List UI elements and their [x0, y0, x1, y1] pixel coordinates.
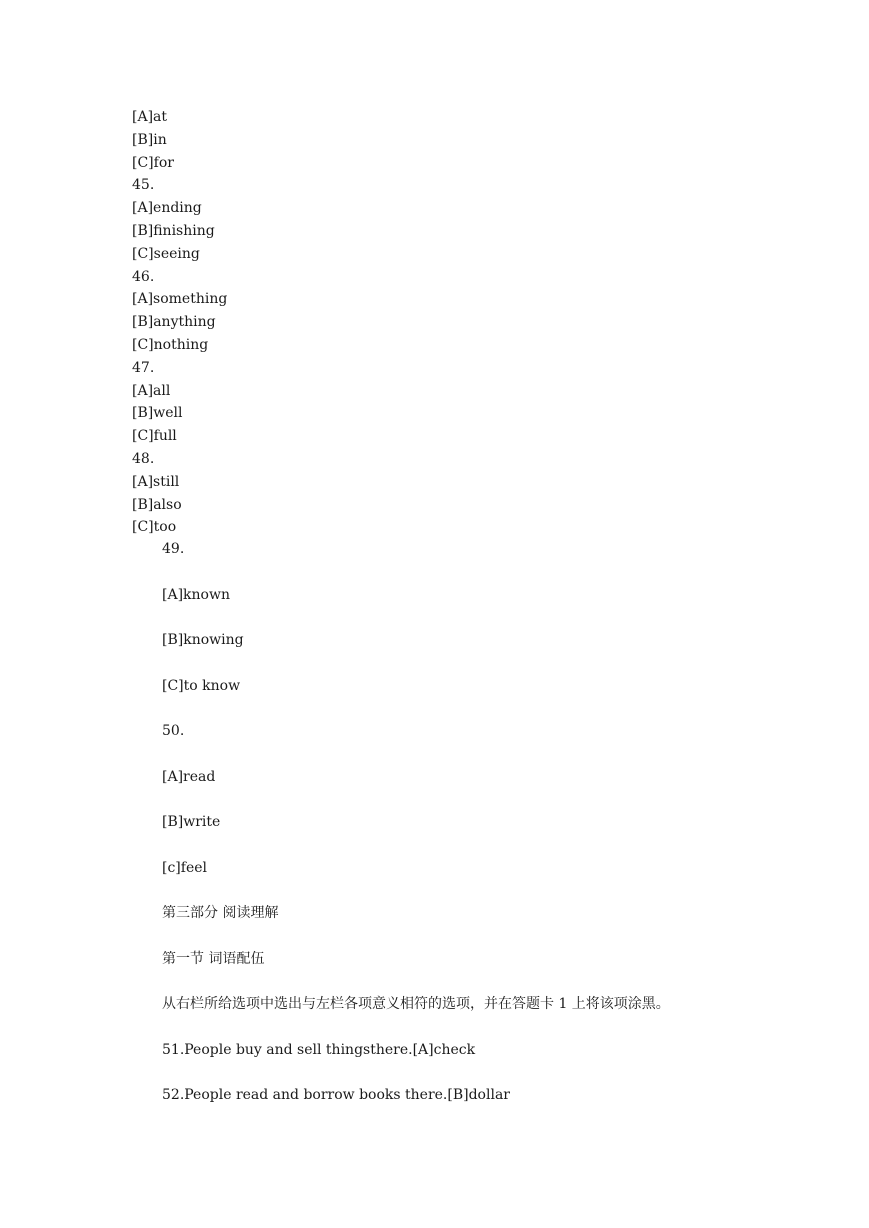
option-50-c: [c]feel [162, 859, 207, 876]
option-48-b: [B]also [132, 496, 182, 513]
option-44-c: [C]for [132, 154, 174, 171]
option-45-a: [A]ending [132, 200, 202, 217]
question-number-49: 49. [162, 541, 185, 557]
part-three-heading: 第三部分 阅读理解 [162, 905, 279, 921]
instructions-text: 从右栏所给选项中选出与左栏各项意义相符的选项，并在答题卡 1 上将该项涂黑。 [162, 996, 670, 1012]
option-46-b: [B]anything [132, 314, 216, 331]
question-51: 51.People buy and sell thingsthere.[A]check [162, 1041, 476, 1058]
option-49-a: [A]known [162, 586, 230, 603]
question-number-45: 45. [132, 177, 155, 194]
option-44-a: [A]at [132, 109, 168, 125]
option-44-b: [B]in [132, 131, 167, 148]
option-47-a: [A]all [132, 382, 171, 399]
answer-options-block-44-48 [132, 106, 732, 539]
option-48-c: [C]too [132, 519, 177, 536]
option-49-b: [B]knowing [162, 632, 244, 648]
option-47-c: [C]full [132, 428, 177, 445]
question-number-46: 46. [132, 268, 155, 285]
option-49-c: [C]to know [162, 677, 241, 694]
option-47-b: [B]well [132, 405, 183, 422]
section-one-heading: 第一节 词语配伍 [162, 950, 265, 967]
option-48-a: [A]still [132, 473, 180, 490]
option-50-b: [B]write [162, 814, 221, 830]
option-46-c: [C]nothing [132, 336, 209, 353]
question-52: 52.People read and borrow books there.[B]dollar [162, 1087, 510, 1103]
option-50-a: [A]read [162, 768, 216, 785]
question-number-50: 50. [162, 723, 185, 739]
question-number-47: 47. [132, 359, 155, 376]
option-45-b: [B]finishing [132, 222, 215, 239]
answer-options-block-49-52 [162, 538, 802, 1130]
option-46-a: [A]something [132, 291, 228, 308]
question-number-48: 48. [132, 450, 155, 467]
option-45-c: [C]seeing [132, 245, 200, 262]
